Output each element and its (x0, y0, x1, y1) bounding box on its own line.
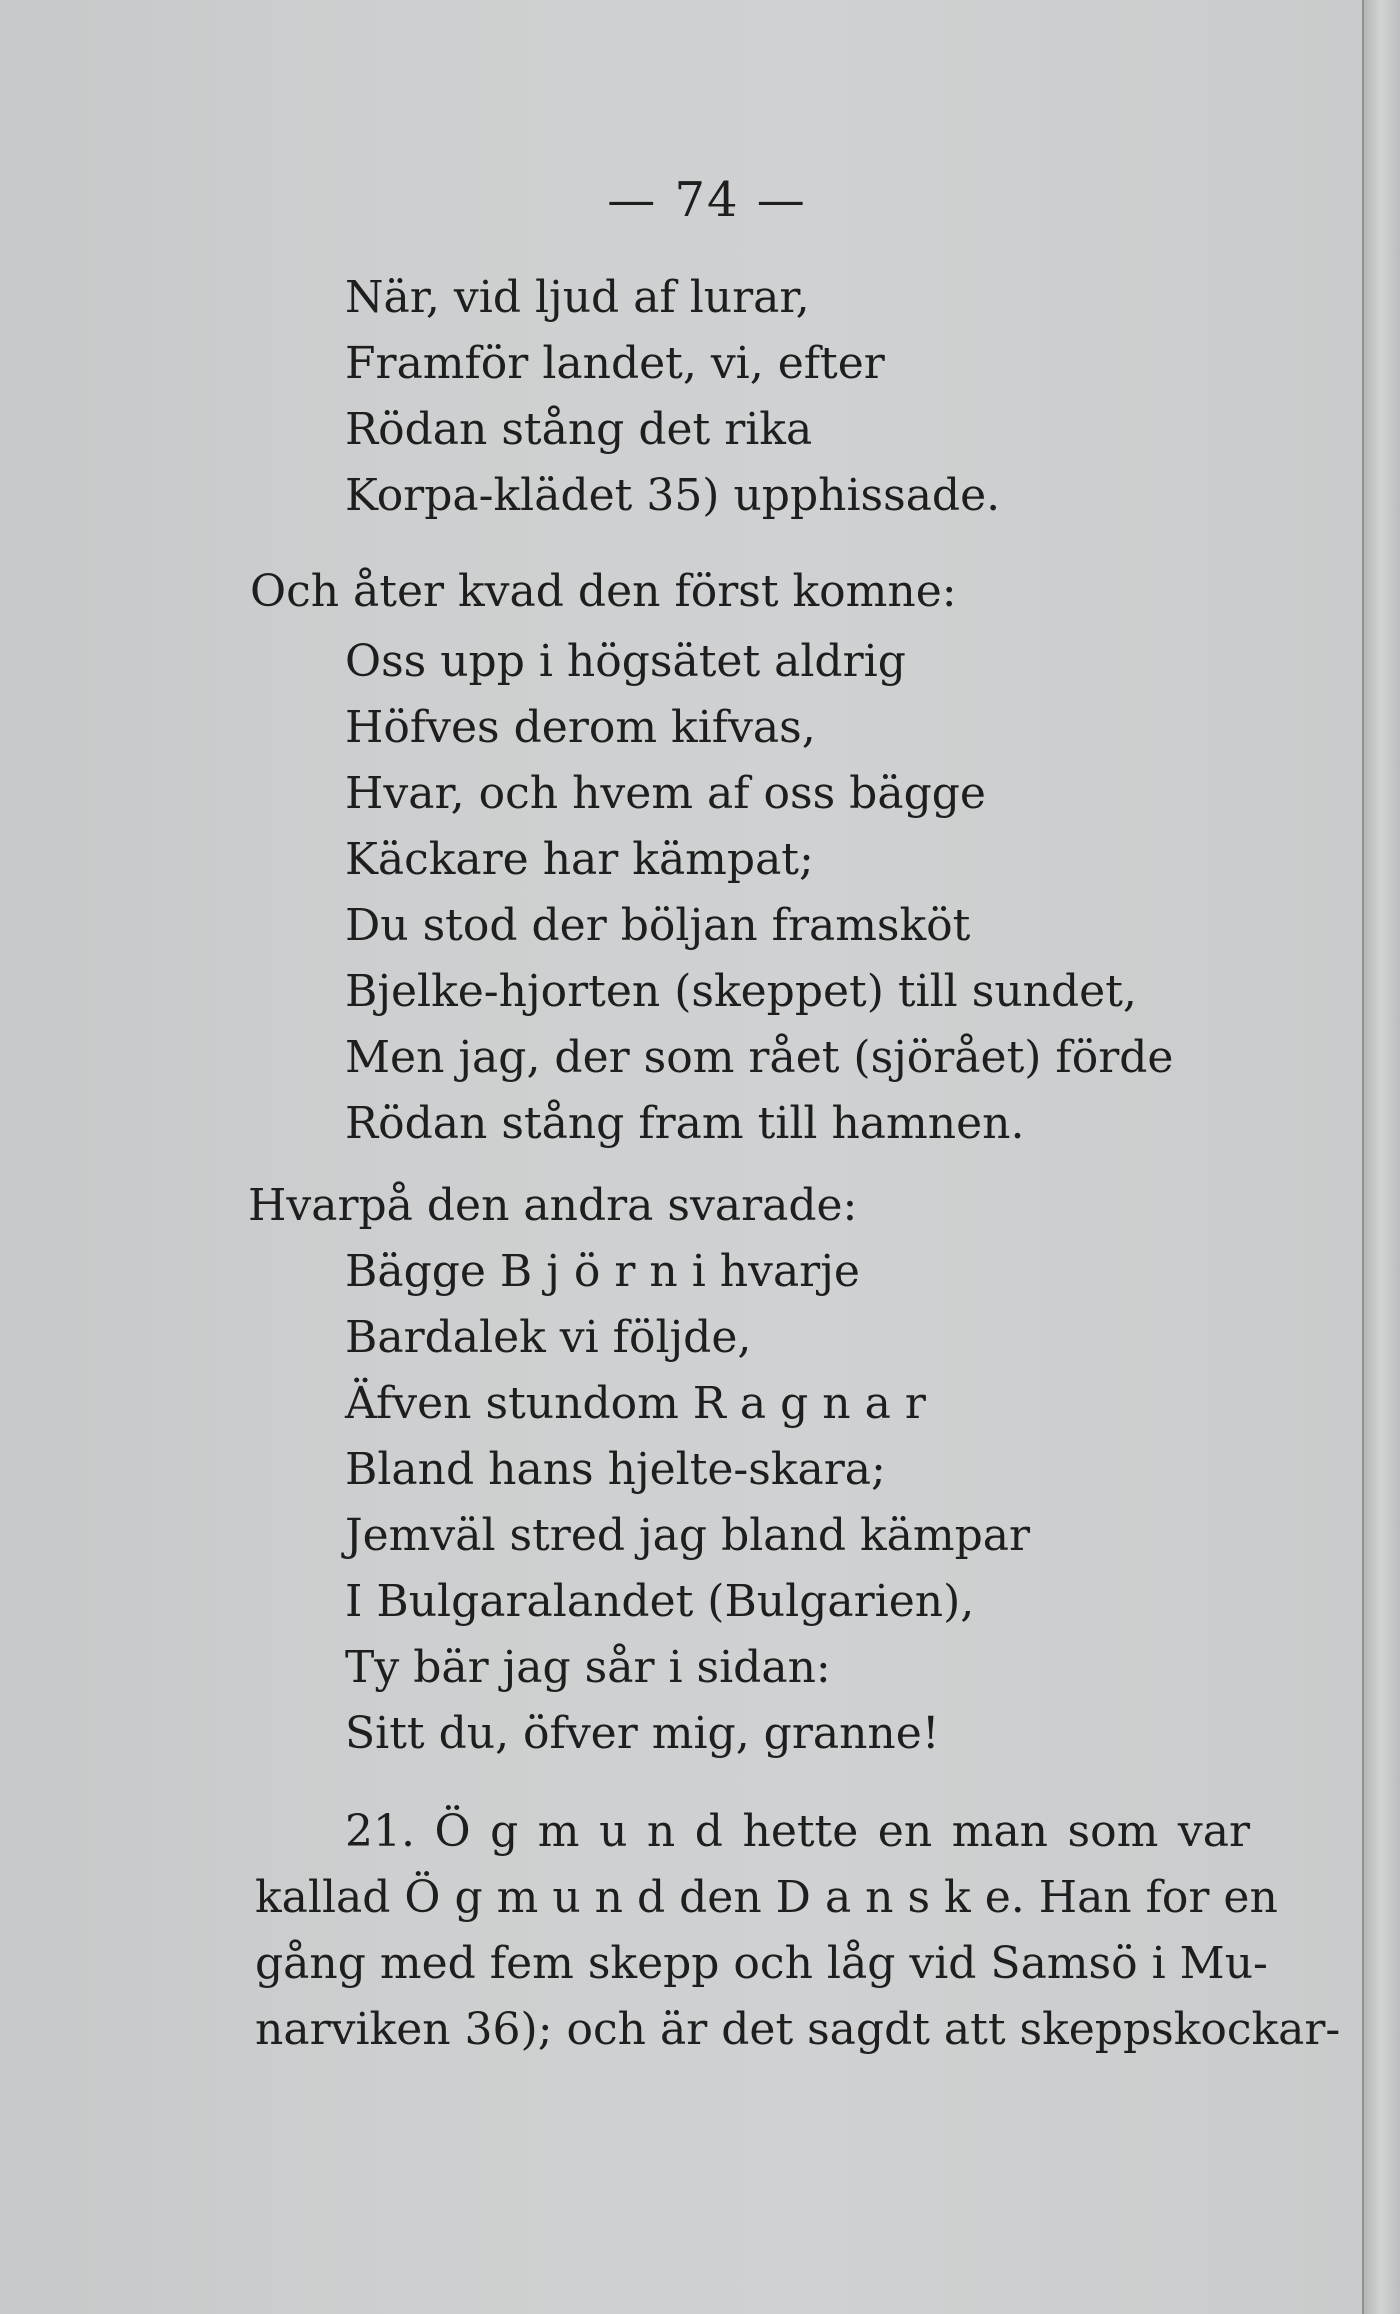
verse-line: Oss upp i högsätet aldrig (345, 636, 906, 687)
verse-line: Äfven stundom R a g n a r (345, 1378, 926, 1429)
verse-line: Rödan stång det rika (345, 404, 813, 455)
verse-line: Bland hans hjelte-skara; (345, 1444, 886, 1495)
verse-line: Du stod der böljan framsköt (345, 900, 971, 951)
verse-line: Bjelke-hjorten (skeppet) till sundet, (345, 966, 1137, 1017)
paragraph-line: kallad Ö g m u n d den D a n s k e. Han for en (255, 1872, 1278, 1923)
verse-line: Bägge B j ö r n i hvarje (345, 1246, 860, 1297)
verse-line: Bardalek vi följde, (345, 1312, 752, 1363)
page-edge (1362, 0, 1400, 2314)
page-number: — 74 — (607, 172, 807, 228)
verse-line: Rödan stång fram till hamnen. (345, 1098, 1025, 1149)
verse-line: Käckare har kämpat; (345, 834, 814, 885)
verse-intro: Och åter kvad den först komne: (250, 566, 957, 617)
verse-line: Sitt du, öfver mig, granne! (345, 1708, 940, 1759)
verse-line: Korpa-klädet 35) upphissade. (345, 470, 1001, 521)
verse-line: Höfves derom kifvas, (345, 702, 816, 753)
paragraph-line: narviken 36); och är det sagdt att skeppskockar- (255, 2004, 1341, 2055)
verse-line: Jemväl stred jag bland kämpar (345, 1510, 1031, 1561)
verse-line: Ty bär jag sår i sidan: (345, 1642, 831, 1693)
verse-intro: Hvarpå den andra svarade: (248, 1180, 858, 1231)
paragraph-line: gång med fem skepp och låg vid Samsö i Mu- (255, 1938, 1268, 1989)
verse-line: I Bulgaralandet (Bulgarien), (345, 1576, 975, 1627)
paragraph-line: 21. Ö g m u n d hette en man som var (345, 1806, 1250, 1857)
verse-line: Framför landet, vi, efter (345, 338, 885, 389)
verse-line: Hvar, och hvem af oss bägge (345, 768, 986, 819)
verse-line: När, vid ljud af lurar, (345, 272, 810, 323)
verse-line: Men jag, der som rået (sjörået) förde (345, 1032, 1174, 1083)
